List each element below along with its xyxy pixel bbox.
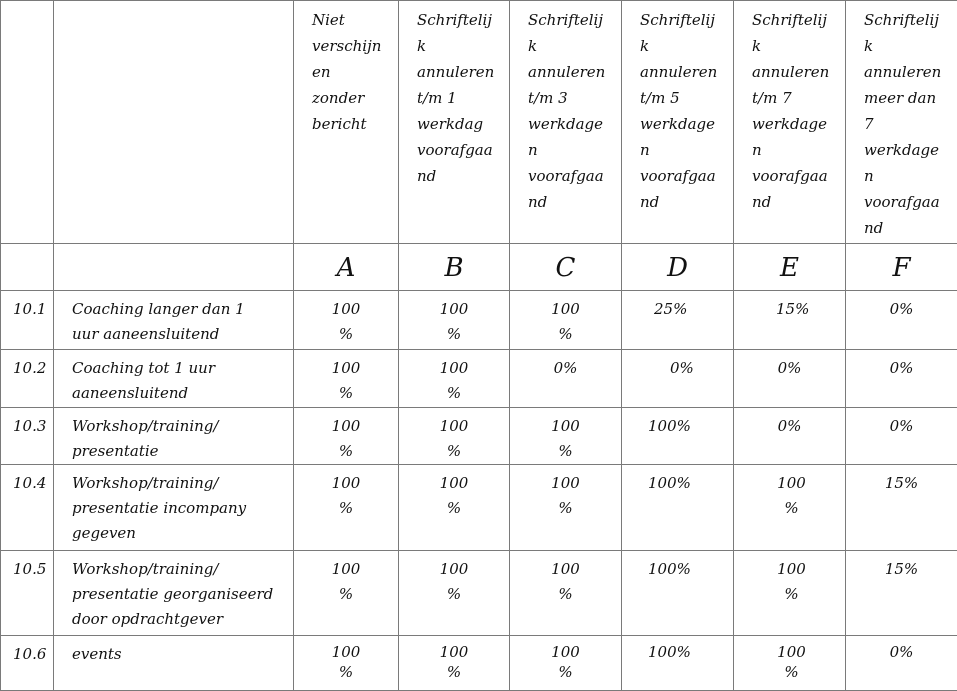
value-cell: 100 % (294, 408, 399, 465)
value-cell: 15% (846, 551, 957, 636)
column-header: Schriftelij k annuleren t/m 1 werkdag voorafgaa nd (399, 1, 510, 244)
column-letter: A (294, 244, 399, 291)
value-cell: 100 % (399, 350, 510, 408)
row-number: 10.4 (1, 465, 54, 551)
value-cell: 0% (734, 408, 846, 465)
row-number: 10.5 (1, 551, 54, 636)
table-row (1, 551, 957, 636)
column-letter: F (846, 244, 957, 291)
table-row (1, 408, 957, 465)
column-letter: B (399, 244, 510, 291)
value-cell: 100 % (294, 636, 399, 691)
value-cell: 100 % (399, 636, 510, 691)
column-letter: D (622, 244, 734, 291)
value-cell: 100 % (734, 465, 846, 551)
letter-row (1, 244, 957, 291)
column-header: Schriftelij k annuleren t/m 3 werkdage n voorafgaa nd (510, 1, 622, 244)
value-cell: 0% (734, 350, 846, 408)
empty-header-cell (54, 1, 294, 244)
value-cell: 100 % (294, 551, 399, 636)
row-description: events (54, 636, 294, 691)
row-description: Workshop/training/ presentatie incompany gegeven (54, 465, 294, 551)
value-cell: 100% (622, 636, 734, 691)
row-number: 10.6 (1, 636, 54, 691)
value-cell: 100% (622, 551, 734, 636)
column-header: Niet verschijn en zonder bericht (294, 1, 399, 244)
empty-letter-cell (54, 244, 294, 291)
value-cell: 100 % (294, 465, 399, 551)
column-letter: C (510, 244, 622, 291)
column-header: Schriftelij k annuleren meer dan 7 werkdage n voorafgaa nd (846, 1, 957, 244)
value-cell: 100 % (399, 465, 510, 551)
row-description: Coaching langer dan 1 uur aaneensluitend (54, 291, 294, 350)
header-row (1, 1, 957, 244)
value-cell: 100 % (734, 551, 846, 636)
value-cell: 100 % (510, 465, 622, 551)
value-cell: 0% (846, 408, 957, 465)
row-number: 10.2 (1, 350, 54, 408)
row-description: Coaching tot 1 uur aaneensluitend (54, 350, 294, 408)
table-row (1, 291, 957, 350)
value-cell: 100 % (510, 551, 622, 636)
value-cell: 0% (846, 636, 957, 691)
value-cell: 15% (734, 291, 846, 350)
value-cell: 100 % (734, 636, 846, 691)
value-cell: 100 % (510, 636, 622, 691)
value-cell: 100 % (510, 291, 622, 350)
value-cell: 100 % (399, 408, 510, 465)
table-row (1, 350, 957, 408)
row-description: Workshop/training/ presentatie (54, 408, 294, 465)
value-cell: 100% (622, 408, 734, 465)
row-description: Workshop/training/ presentatie georganiseerd door opdrachtgever (54, 551, 294, 636)
column-letter: E (734, 244, 846, 291)
row-number: 10.3 (1, 408, 54, 465)
table-row (1, 636, 957, 691)
column-header: Schriftelij k annuleren t/m 5 werkdage n voorafgaa nd (622, 1, 734, 244)
value-cell: 100 % (399, 551, 510, 636)
value-cell: 15% (846, 465, 957, 551)
value-cell: 100 % (294, 350, 399, 408)
value-cell: 100% (622, 465, 734, 551)
value-cell: 100 % (294, 291, 399, 350)
empty-letter-cell (1, 244, 54, 291)
table-row (1, 465, 957, 551)
value-cell: 25% (622, 291, 734, 350)
value-cell: 0% (510, 350, 622, 408)
value-cell: 0% (846, 350, 957, 408)
row-number: 10.1 (1, 291, 54, 350)
empty-header-cell (1, 1, 54, 244)
column-header: Schriftelij k annuleren t/m 7 werkdage n voorafgaa nd (734, 1, 846, 244)
value-cell: 100 % (399, 291, 510, 350)
value-cell: 0% (622, 350, 734, 408)
value-cell: 100 % (510, 408, 622, 465)
value-cell: 0% (846, 291, 957, 350)
